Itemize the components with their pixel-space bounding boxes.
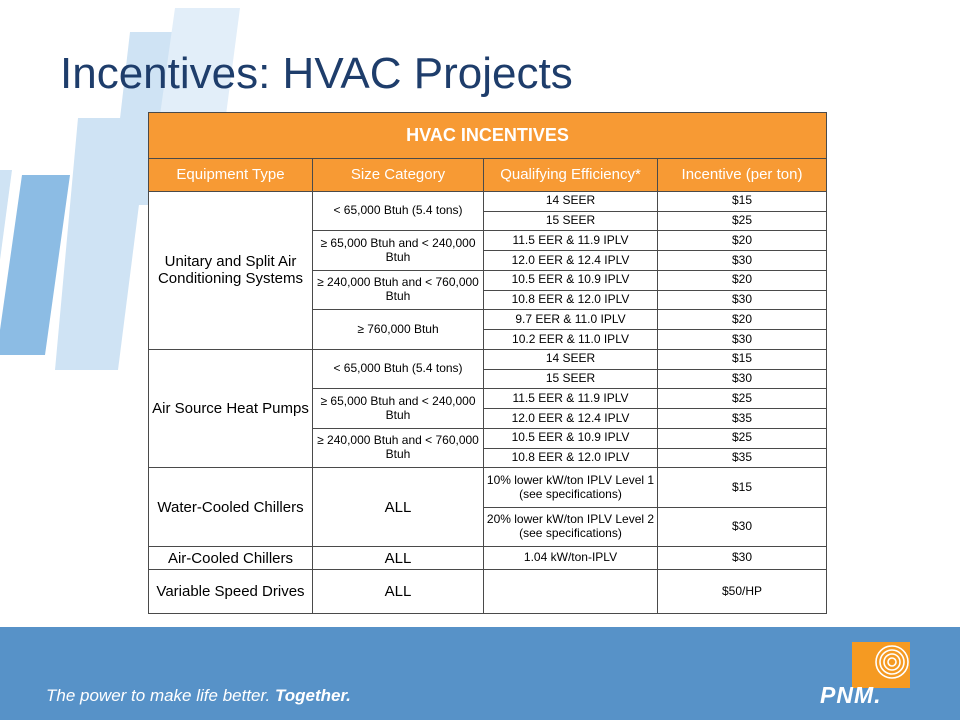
incentive-cell: $20 <box>658 310 827 330</box>
incentive-cell: $30 <box>658 507 827 546</box>
table-row <box>149 191 827 211</box>
incentive-cell: $25 <box>658 428 827 448</box>
size-category-cell: ≥ 240,000 Btuh and < 760,000 Btuh <box>313 270 484 309</box>
size-category-cell: ≥ 240,000 Btuh and < 760,000 Btuh <box>313 428 484 467</box>
efficiency-cell: 14 SEER <box>484 191 658 211</box>
size-category-cell: ≥ 65,000 Btuh and < 240,000 Btuh <box>313 231 484 270</box>
equipment-type-cell: Unitary and Split Air Conditioning Systems <box>149 191 313 349</box>
efficiency-cell: 15 SEER <box>484 211 658 231</box>
tagline-text: The power to make life better. <box>46 686 271 705</box>
equipment-type-cell: Air-Cooled Chillers <box>149 547 313 570</box>
incentive-cell: $30 <box>658 251 827 271</box>
pnm-logo-text: PNM. <box>820 682 882 708</box>
size-category-cell: ≥ 760,000 Btuh <box>313 310 484 349</box>
incentive-cell: $25 <box>658 389 827 409</box>
incentive-cell: $15 <box>658 349 827 369</box>
incentive-cell: $30 <box>658 547 827 570</box>
incentive-cell: $20 <box>658 270 827 290</box>
efficiency-cell: 20% lower kW/ton IPLV Level 2 (see specifications) <box>484 507 658 546</box>
incentive-cell: $30 <box>658 290 827 310</box>
efficiency-cell: 1.04 kW/ton-IPLV <box>484 547 658 570</box>
equipment-type-cell: Air Source Heat Pumps <box>149 349 313 467</box>
tagline-bold: Together. <box>275 686 351 705</box>
efficiency-cell: 10.5 EER & 10.9 IPLV <box>484 428 658 448</box>
equipment-type-cell: Variable Speed Drives <box>149 570 313 614</box>
incentive-cell: $15 <box>658 191 827 211</box>
efficiency-cell: 14 SEER <box>484 349 658 369</box>
efficiency-cell <box>484 570 658 614</box>
table-row <box>149 570 827 614</box>
incentive-cell: $30 <box>658 330 827 350</box>
incentive-cell: $50/HP <box>658 570 827 614</box>
efficiency-cell: 11.5 EER & 11.9 IPLV <box>484 231 658 251</box>
efficiency-cell: 12.0 EER & 12.4 IPLV <box>484 251 658 271</box>
table-header-row <box>149 113 827 159</box>
column-header: Qualifying Efficiency* <box>484 158 658 191</box>
efficiency-cell: 10.2 EER & 11.0 IPLV <box>484 330 658 350</box>
size-category-cell: ALL <box>313 547 484 570</box>
table-row <box>149 349 827 369</box>
hvac-incentives-table <box>148 112 827 614</box>
efficiency-cell: 10% lower kW/ton IPLV Level 1 (see specifications) <box>484 468 658 507</box>
efficiency-cell: 10.8 EER & 12.0 IPLV <box>484 290 658 310</box>
column-header: Equipment Type <box>149 158 313 191</box>
size-category-cell: ALL <box>313 570 484 614</box>
incentive-cell: $35 <box>658 409 827 429</box>
slide-title: Incentives: HVAC Projects <box>60 49 573 98</box>
footer-tagline <box>46 686 351 706</box>
size-category-cell: < 65,000 Btuh (5.4 tons) <box>313 191 484 230</box>
table-row <box>149 547 827 570</box>
footer-band <box>0 627 960 720</box>
size-category-cell: < 65,000 Btuh (5.4 tons) <box>313 349 484 388</box>
efficiency-cell: 12.0 EER & 12.4 IPLV <box>484 409 658 429</box>
incentive-cell: $25 <box>658 211 827 231</box>
incentive-cell: $15 <box>658 468 827 507</box>
equipment-type-cell: Water-Cooled Chillers <box>149 468 313 547</box>
incentive-cell: $30 <box>658 369 827 389</box>
table-row <box>149 468 827 507</box>
column-header-row <box>149 158 827 191</box>
efficiency-cell: 10.5 EER & 10.9 IPLV <box>484 270 658 290</box>
size-category-cell: ALL <box>313 468 484 547</box>
incentive-cell: $35 <box>658 448 827 468</box>
incentive-cell: $20 <box>658 231 827 251</box>
column-header: Incentive (per ton) <box>658 158 827 191</box>
table-header-title: HVAC INCENTIVES <box>149 113 827 159</box>
efficiency-cell: 10.8 EER & 12.0 IPLV <box>484 448 658 468</box>
size-category-cell: ≥ 65,000 Btuh and < 240,000 Btuh <box>313 389 484 428</box>
efficiency-cell: 11.5 EER & 11.9 IPLV <box>484 389 658 409</box>
column-header: Size Category <box>313 158 484 191</box>
efficiency-cell: 9.7 EER & 11.0 IPLV <box>484 310 658 330</box>
efficiency-cell: 15 SEER <box>484 369 658 389</box>
